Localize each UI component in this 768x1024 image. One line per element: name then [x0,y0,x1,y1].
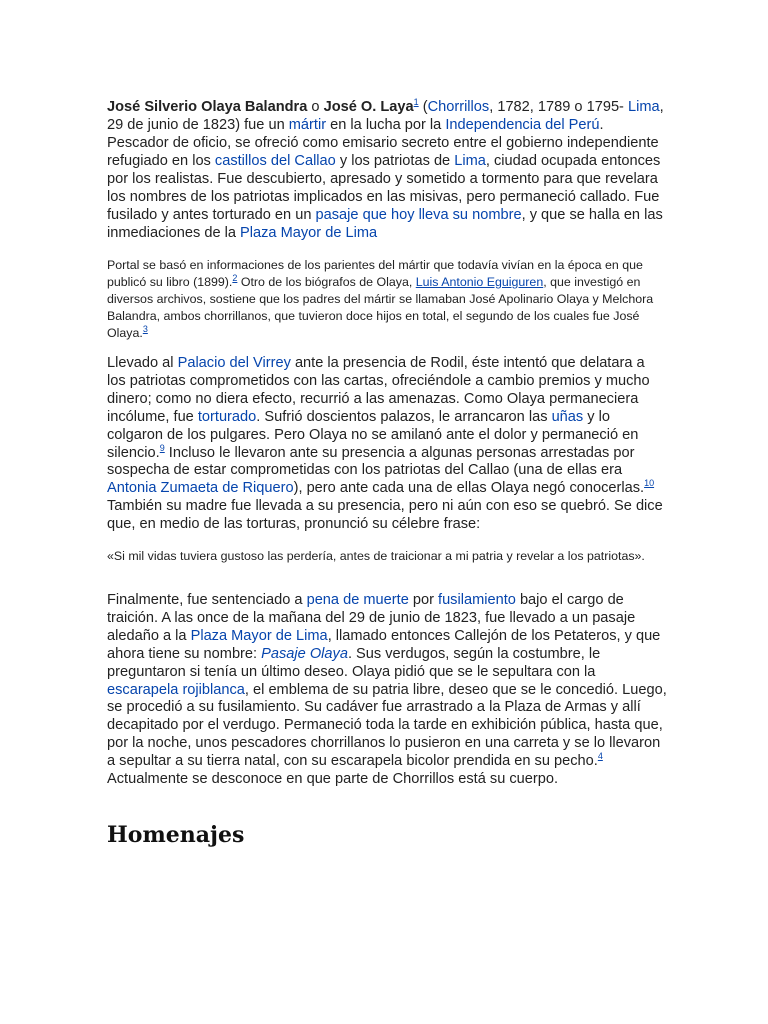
link-martir[interactable]: mártir [288,117,327,133]
torture-paragraph [107,355,667,534]
famous-quote: «Si mil vidas tuviera gustoso las perdería, antes de traicionar a mi patria y revelar a los patriotas». [107,549,645,563]
text-run: Portal se basó en informaciones de los parientes del mártir que todavía vivían en la época en que publicó su libro (1899). [107,258,643,289]
ref-9-link[interactable]: 9 [159,442,165,453]
text-run: Finalmente, fue sentenciado a [107,592,307,608]
text-run: . Pescador de oficio, se ofreció como emisario secreto entre el gobierno independiente refugiado en los [107,117,659,169]
link-luis-antonio-eguiguren[interactable]: Luis Antonio Eguiguren [415,275,544,289]
text-run: Otro de los biógrafos de Olaya, [237,275,416,289]
section-heading-homenajes: Homenajes [107,822,245,848]
text-run: , que investigó en diversos archivos, sostiene que los padres del mártir se llamaban José Apolinario Olaya y Melchora Balandra, ambos chorrillanos, que tuvieron doce hijos en total, el segundo de los cuales fue José Olaya. [107,275,654,340]
link-antonia-zumaeta[interactable]: Antonia Zumaeta de Riquero [107,480,294,497]
subject-name: José Silverio Olaya Balandra [107,99,308,115]
text-run: , 29 de junio de 1823) fue un [107,99,664,133]
ref-4[interactable] [598,751,603,761]
link-castillos-del-callao[interactable]: castillos del Callao [214,153,336,169]
ref-3-link[interactable]: 3 [142,323,148,334]
text-run: Actualmente se desconoce en que parte de Chorrillos está su cuerpo. [107,771,559,788]
link-pasaje[interactable]: pasaje que hoy lleva su nombre [315,207,522,223]
text-run: ), pero ante cada una de ellas Olaya negó conocerlas. [293,480,645,497]
sources-paragraph [107,257,667,342]
text-run: en la lucha por la [326,117,446,133]
subject-alias: José O. Laya [323,99,414,115]
execution-paragraph [107,592,667,789]
text-run: También su madre fue llevada a su presencia, pero ni aún con eso se quebró. Se dice que, en medio de las torturas, pronunció su célebre frase: [107,498,663,533]
text-run: Incluso le llevaron ante su presencia a algunas personas arrestadas por sospecha de estar comprometidas con los patriotas del Callao (una de ellas era [107,444,635,479]
text-run: ( [418,99,428,115]
text-run: bajo el cargo de traición. A las once de la mañana del 29 de junio de 1823, fue llevado a un pasaje aledaño a la [107,592,636,644]
intro-paragraph [107,98,667,242]
link-chorrillos[interactable]: Chorrillos [427,99,490,115]
link-independencia-del-peru[interactable]: Independencia del Perú [445,117,600,133]
link-unas[interactable]: uñas [551,408,584,425]
text-run: , llamado entonces Callejón de los Petateros, y que ahora tiene su nombre: [107,627,661,662]
link-fusilamiento[interactable]: fusilamiento [438,592,516,608]
text-run: . Sus verdugos, según la costumbre, le preguntaron si tenía un último deseo. Olaya pidió que se le sepultara con la [107,645,601,680]
ref-4-link[interactable]: 4 [597,751,603,762]
text-run: o [307,99,324,115]
text-run: Llevado al [107,355,178,371]
link-pasaje-olaya[interactable]: Pasaje Olaya [261,645,348,662]
link-lima[interactable]: Lima [627,99,660,115]
text-run: . Sufrió doscientos palazos, le arrancaron las [256,408,552,425]
text-run: , el emblema de su patria libre, deseo que se le concedió. Luego, se procedió a su fusilamiento. Su cadáver fue arrastrado a la Plaza de Armas y allí decapitado por el verdugo. Permaneció toda la tarde en exhibición pública, hasta que, por la noche, unos pescadores chorrillanos lo pusieron en una carreta y se lo llevaron a sepultar a su tierra natal, con su escarapela bicolor prendida en su pecho. [107,681,667,770]
ref-3[interactable] [143,324,148,334]
text-run: , 1782, 1789 o 1795- [489,99,628,115]
text-run: y los patriotas de [335,153,455,169]
link-pena-de-muerte[interactable]: pena de muerte [306,592,409,608]
text-run: por [408,592,439,608]
link-escarapela-rojiblanca[interactable]: escarapela rojiblanca [107,681,245,698]
link-plaza-mayor-2[interactable]: Plaza Mayor de Lima [190,627,328,644]
link-torturado[interactable]: torturado [197,408,257,425]
link-palacio-del-virrey[interactable]: Palacio del Virrey [177,355,291,371]
text-run: y lo colgaron de los pulgares. Pero Olaya no se amilanó ante el dolor y permaneció en silencio. [107,408,639,461]
link-plaza-mayor[interactable]: Plaza Mayor de Lima [240,225,378,241]
text-run: , y que se halla en las inmediaciones de la [107,207,663,241]
link-lima-2[interactable]: Lima [454,153,486,169]
ref-1-link[interactable]: 1 [413,97,419,108]
ref-10[interactable] [644,478,654,488]
text-run: , ciudad ocupada entonces por los realistas. Fue descubierto, apresado y sometido a tormento para que revelara los nombres de los patriotas implicados en las misivas, pero permaneció callado. Fue fusilado y antes torturado en un [107,153,661,223]
ref-10-link[interactable]: 10 [644,478,655,489]
text-run: ante la presencia de Rodil, éste intentó que delatara a los patriotas comprometidos con las cartas, ofreciéndole a cambio premios y mucho dinero; como no diera efecto, recurrió a las amenazas. Como Olaya permaneciera incólume, fue [107,355,650,425]
ref-2-link[interactable]: 2 [232,272,238,283]
